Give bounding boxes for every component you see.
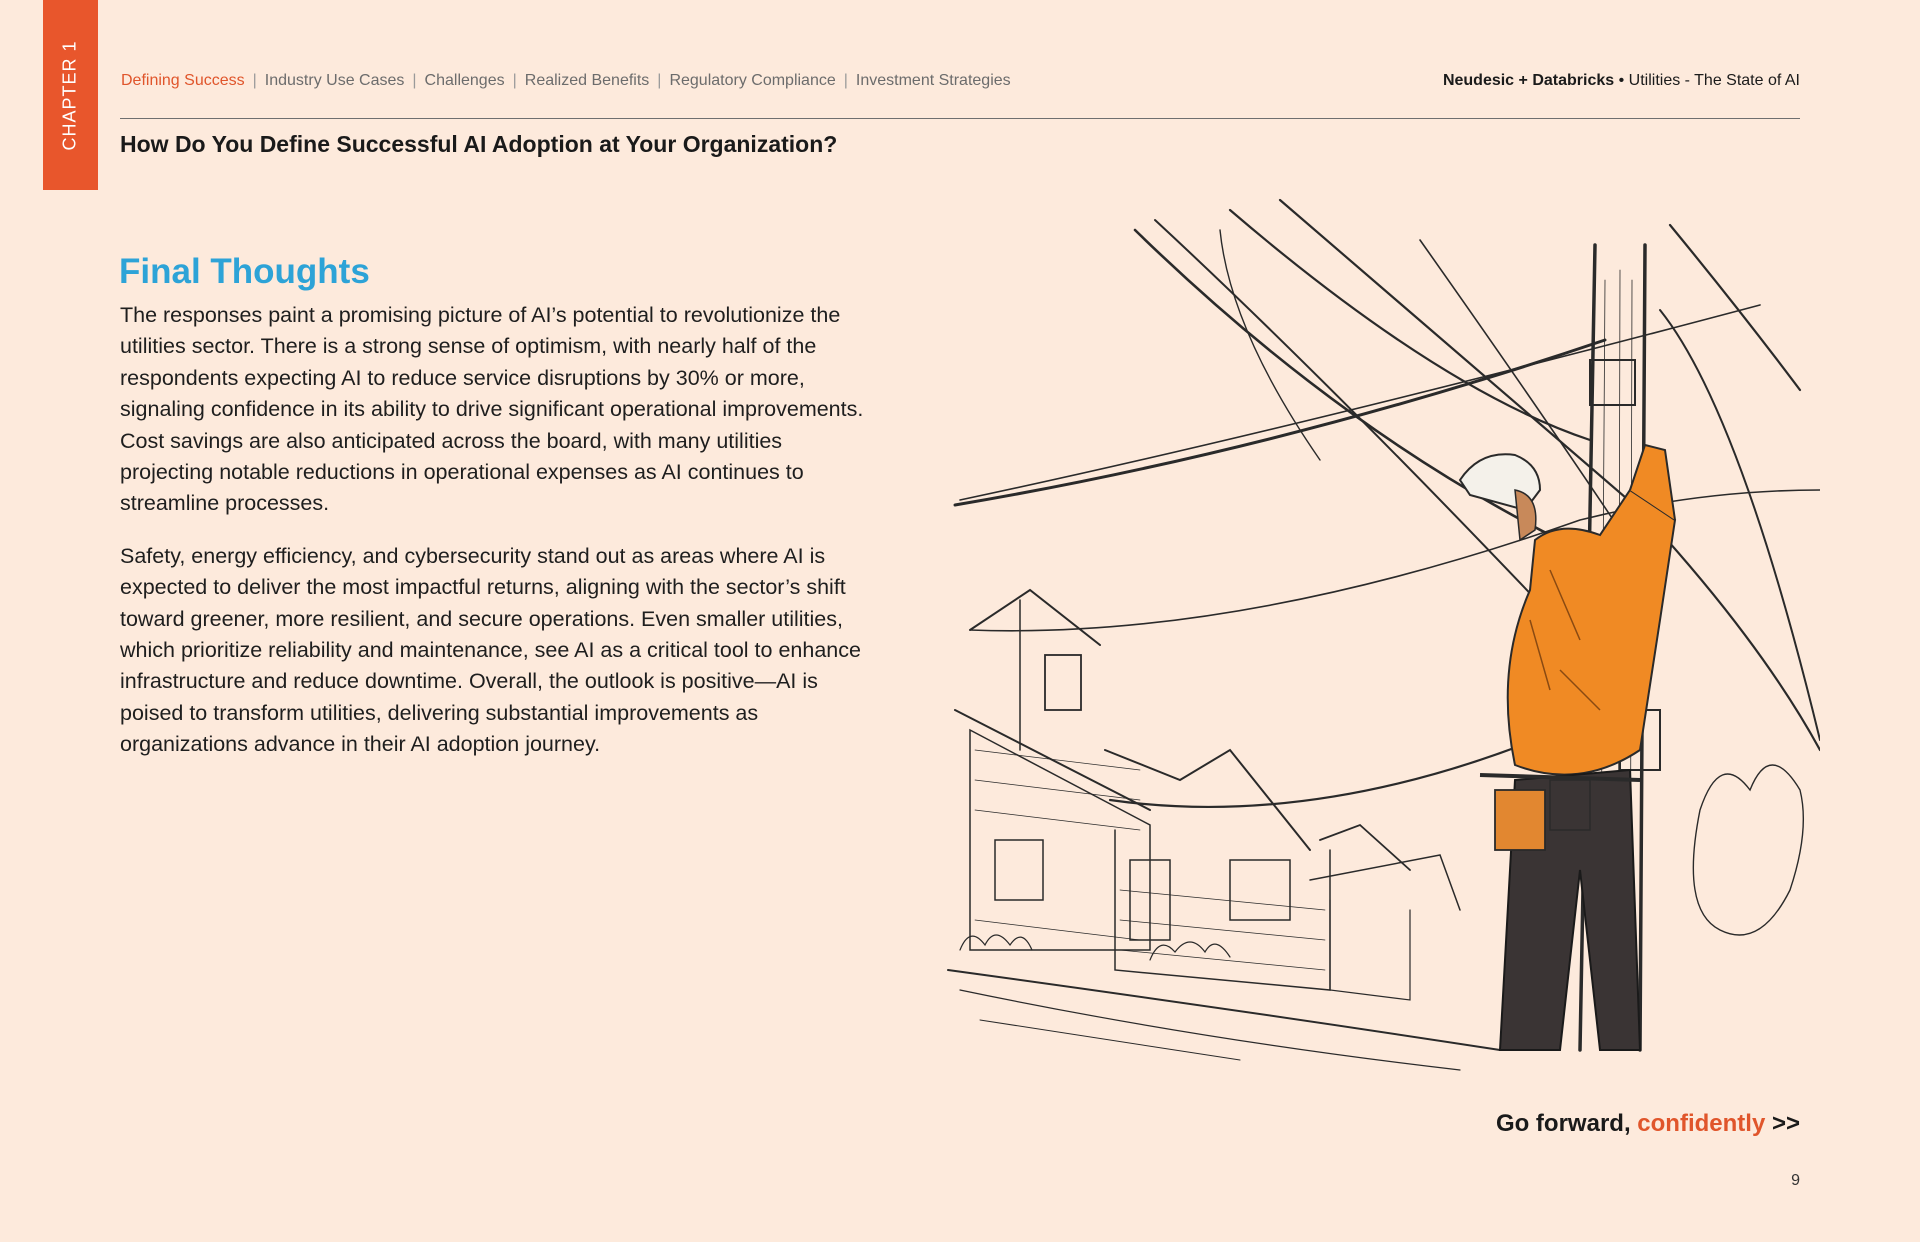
nav-separator: | xyxy=(252,72,257,89)
section-nav xyxy=(121,72,1011,90)
nav-separator: | xyxy=(843,72,848,89)
page-number: 9 xyxy=(1791,1172,1800,1189)
nav-item-realized-benefits[interactable]: Realized Benefits xyxy=(524,72,650,89)
go-forward-link[interactable] xyxy=(1496,1110,1800,1138)
nav-item-defining-success[interactable]: Defining Success xyxy=(121,72,245,89)
header-divider xyxy=(120,118,1800,119)
brand-name: Neudesic + Databricks xyxy=(1442,72,1615,89)
cta-prefix: Go forward, xyxy=(1495,1110,1631,1137)
nav-item-industry-use-cases[interactable]: Industry Use Cases xyxy=(264,72,405,89)
body-text xyxy=(120,300,880,782)
document-header xyxy=(1443,72,1800,90)
nav-separator: | xyxy=(412,72,417,89)
lineman-illustration xyxy=(940,190,1820,1090)
page-question: How Do You Define Successful AI Adoption at Your Organization? xyxy=(120,131,838,157)
chapter-tab-label: CHAPTER 1 xyxy=(60,39,80,151)
document-title: Utilities - The State of AI xyxy=(1628,72,1800,89)
cta-accent: confidently xyxy=(1637,1110,1766,1137)
nav-item-challenges[interactable]: Challenges xyxy=(424,72,505,89)
nav-item-investment-strategies[interactable]: Investment Strategies xyxy=(855,72,1011,89)
nav-separator: | xyxy=(657,72,662,89)
nav-item-regulatory-compliance[interactable]: Regulatory Compliance xyxy=(669,72,836,89)
paragraph: Safety, energy efficiency, and cybersecurity stand out as areas where AI is expected to deliver the most impactful returns, aligning with the sector’s shift toward greener, more resilient, and secure operations. Even smaller utilities, which prioritize reliability and maintenance, see AI as a critical tool to enhance infrastructure and reduce downtime. Overall, the outlook is positive—AI is poised to transform utilities, delivering substantial improvements as organizations advance in their AI adoption journey. xyxy=(120,543,861,757)
bullet-separator: • xyxy=(1618,72,1625,89)
paragraph: The responses paint a promising picture of AI’s potential to revolutionize the utilities sector. There is a strong sense of optimism, with nearly half of the respondents expecting AI to reduce service disruptions by 30% or more, signaling confidence in its ability to drive significant operational improvements. Cost savings are also anticipated across the board, with many utilities projecting notable reductions in operational expenses as AI continues to streamline processes. xyxy=(120,303,864,516)
chapter-tab[interactable] xyxy=(43,0,98,190)
nav-separator: | xyxy=(512,72,517,89)
cta-arrow-icon: >> xyxy=(1771,1110,1800,1137)
section-heading: Final Thoughts xyxy=(119,252,370,291)
